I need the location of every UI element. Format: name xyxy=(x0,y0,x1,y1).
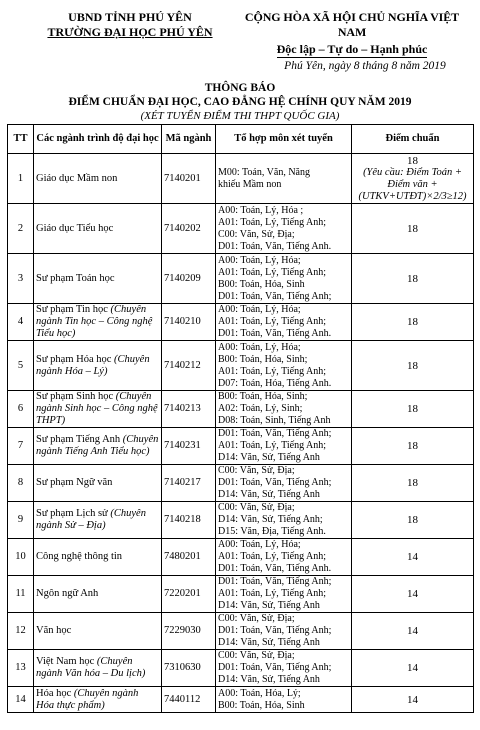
subject-combo-cell xyxy=(216,341,352,391)
major-name-cell xyxy=(34,341,162,391)
table-row xyxy=(8,428,474,465)
score-cell xyxy=(352,204,474,254)
subject-combo: A01: Toán, Lý, Tiếng Anh; xyxy=(218,588,327,599)
score-cell xyxy=(352,687,474,713)
table-row xyxy=(8,539,474,576)
cutoff-score: 18 xyxy=(407,154,418,167)
score-cell xyxy=(352,465,474,502)
score-cell xyxy=(352,391,474,428)
major-name-cell xyxy=(34,304,162,341)
nation-block xyxy=(232,10,472,58)
subject-combo: A00: Toán, Lý, Hóa; xyxy=(218,539,301,550)
major-specialization: (Chuyên ngành Hóa – Lý) xyxy=(36,353,150,377)
table-row xyxy=(8,391,474,428)
subject-combo: D15: Văn, Địa, Tiếng Anh. xyxy=(218,526,326,537)
major-name: Sư phạm Ngữ văn xyxy=(36,477,113,488)
table-row xyxy=(8,154,474,204)
subject-combo: C00: Văn, Sử, Địa; xyxy=(218,465,295,476)
notice-title: THÔNG BÁO xyxy=(204,82,276,94)
major-code: 7140210 xyxy=(162,304,216,341)
score-cell xyxy=(352,428,474,465)
subject-combo: A00: Toán, Hóa, Lý; xyxy=(218,687,301,699)
subject-combo: D14: Văn, Sử, Tiếng Anh xyxy=(218,637,320,648)
score-cell xyxy=(352,341,474,391)
major-name-cell xyxy=(34,650,162,687)
subject-combo: A00: Toán, Lý, Hóa; xyxy=(218,304,301,315)
score-cell xyxy=(352,650,474,687)
cutoff-score: 14 xyxy=(407,662,418,674)
row-number: 7 xyxy=(8,428,34,465)
notice-scope: (XÉT TUYỂN ĐIỂM THI THPT QUỐC GIA) xyxy=(140,110,340,122)
subject-combo: B00: Toán, Hóa, Sinh; xyxy=(218,353,308,365)
notice-subject: ĐIỂM CHUẨN ĐẠI HỌC, CAO ĐẲNG HỆ CHÍNH QUY NĂM 2019 xyxy=(68,96,412,108)
major-name: Hóa học xyxy=(36,687,72,699)
subject-combo-cell xyxy=(216,254,352,304)
header-major-name: Các ngành trình độ đại học xyxy=(34,125,162,154)
subject-combo: D01: Toán, Văn, Tiếng Anh. xyxy=(218,563,332,574)
school-name: TRƯỜNG ĐẠI HỌC PHÚ YÊN xyxy=(47,25,213,39)
subject-combo: D01: Toán, Văn, Tiếng Anh; xyxy=(218,576,332,587)
major-name: Giáo dục Tiểu học xyxy=(36,222,114,234)
major-specialization: (Chuyên ngành Văn hóa – Du lịch) xyxy=(36,656,146,679)
major-name-cell xyxy=(34,254,162,304)
admission-score-table xyxy=(7,124,474,713)
subject-combo: M00: Toán, Văn, Năng xyxy=(218,166,310,178)
cutoff-score: 14 xyxy=(407,625,418,637)
major-name: Sư phạm Sinh học xyxy=(36,391,114,402)
subject-combo-cell xyxy=(216,304,352,341)
major-code: 7140231 xyxy=(162,428,216,465)
subject-combo-cell xyxy=(216,576,352,613)
major-code: 7440112 xyxy=(162,687,216,713)
major-name: Việt Nam học xyxy=(36,656,95,667)
cutoff-score: 18 xyxy=(407,316,418,328)
major-name: Văn học xyxy=(36,625,72,636)
major-code: 7140218 xyxy=(162,502,216,539)
major-name-cell xyxy=(34,465,162,502)
cutoff-score: 14 xyxy=(407,693,418,706)
subject-combo: C00: Văn, Sử, Địa; xyxy=(218,650,295,661)
row-number: 6 xyxy=(8,391,34,428)
subject-combo: A01: Toán, Lý, Tiếng Anh; xyxy=(218,316,327,327)
cutoff-score: 18 xyxy=(407,403,418,415)
subject-combo-cell xyxy=(216,428,352,465)
subject-combo: D14: Văn, Sử, Tiếng Anh xyxy=(218,489,320,500)
subject-combo: A01: Toán, Lý, Tiếng Anh; xyxy=(218,440,327,451)
subject-combo-cell xyxy=(216,154,352,204)
table-row xyxy=(8,341,474,391)
header-major-code: Mã ngành xyxy=(162,125,216,154)
major-code: 7480201 xyxy=(162,539,216,576)
national-motto: Độc lập – Tự do – Hạnh phúc xyxy=(276,42,428,56)
subject-combo: D01: Toán, Văn, Tiếng Anh; xyxy=(218,428,332,439)
score-cell xyxy=(352,254,474,304)
table-row xyxy=(8,687,474,713)
subject-combo: A00: Toán, Lý, Hóa ; xyxy=(218,204,304,216)
row-number: 1 xyxy=(8,154,34,204)
table-body xyxy=(8,154,474,713)
major-name-cell xyxy=(34,204,162,254)
cutoff-score: 14 xyxy=(407,588,418,600)
major-specialization: (Chuyên ngành Tin học – Công nghệ Tiểu học) xyxy=(36,304,153,339)
major-specialization: (Chuyên ngành Hóa thực phẩm) xyxy=(36,687,139,711)
subject-combo: B00: Toán, Hóa, Sinh xyxy=(218,278,305,290)
cutoff-score: 18 xyxy=(407,272,418,285)
subject-combo: D01: Toán, Văn, Tiếng Anh; xyxy=(218,625,332,636)
subject-combo: B00: Toán, Hóa, Sinh xyxy=(218,699,305,711)
subject-combo: D08: Toán, Sinh, Tiếng Anh xyxy=(218,415,331,426)
major-name-cell xyxy=(34,613,162,650)
major-name-cell xyxy=(34,576,162,613)
major-specialization: (Chuyên ngành Sử – Địa) xyxy=(36,508,146,531)
subject-combo: C00: Văn, Sử, Địa; xyxy=(218,502,295,513)
cutoff-score: 18 xyxy=(407,359,418,372)
row-number: 3 xyxy=(8,254,34,304)
subject-combo: D01: Toán, Văn, Tiếng Anh; xyxy=(218,662,332,673)
major-code: 7140212 xyxy=(162,341,216,391)
row-number: 12 xyxy=(8,613,34,650)
subject-combo: D14: Văn, Sử, Tiếng Anh xyxy=(218,600,320,611)
subject-combo-cell xyxy=(216,613,352,650)
subject-combo: B00: Toán, Hóa, Sinh; xyxy=(218,391,308,402)
major-name-cell xyxy=(34,502,162,539)
subject-combo: A00: Toán, Lý, Hóa; xyxy=(218,254,301,266)
row-number: 9 xyxy=(8,502,34,539)
subject-combo-cell xyxy=(216,502,352,539)
row-number: 8 xyxy=(8,465,34,502)
subject-combo: A02: Toán, Lý, Sinh; xyxy=(218,403,303,414)
major-name: Ngôn ngữ Anh xyxy=(36,588,99,599)
table-row xyxy=(8,576,474,613)
score-requirement-note: (Yêu cầu: Điểm Toán + Điểm văn + (UTKV+UTĐT)×2/3≥12) xyxy=(358,166,467,202)
subject-combo: A00: Toán, Lý, Hóa; xyxy=(218,341,301,353)
table-row xyxy=(8,204,474,254)
cutoff-score: 18 xyxy=(407,477,418,489)
subject-combo: D14: Văn, Sử, Tiếng Anh xyxy=(218,452,320,463)
row-number: 4 xyxy=(8,304,34,341)
score-cell xyxy=(352,502,474,539)
table-row xyxy=(8,502,474,539)
major-name-cell xyxy=(34,428,162,465)
issue-date: Phú Yên, ngày 8 tháng 8 năm 2019 xyxy=(284,60,446,72)
table-row xyxy=(8,465,474,502)
cutoff-score: 14 xyxy=(407,551,418,563)
subject-combo: D14: Văn, Sử, Tiếng Anh; xyxy=(218,514,323,525)
header-score: Điểm chuẩn xyxy=(352,125,474,154)
cutoff-score: 18 xyxy=(407,514,418,526)
subject-combo-cell xyxy=(216,391,352,428)
major-name-cell xyxy=(34,687,162,713)
subject-combo-cell xyxy=(216,650,352,687)
major-name: Sư phạm Lịch sử xyxy=(36,508,108,519)
score-cell xyxy=(352,613,474,650)
major-code: 7220201 xyxy=(162,576,216,613)
subject-combo: D14: Văn, Sử, Tiếng Anh xyxy=(218,674,320,685)
header-subject-combo: Tổ hợp môn xét tuyển xyxy=(216,125,352,154)
row-number: 2 xyxy=(8,204,34,254)
row-number: 10 xyxy=(8,539,34,576)
subject-combo-cell xyxy=(216,687,352,713)
major-specialization: (Chuyên ngành Sinh học – Công nghệ THPT) xyxy=(36,391,158,426)
subject-combo: A01: Toán, Lý, Tiếng Anh; xyxy=(218,266,327,278)
subject-combo: C00: Văn, Sử, Địa; xyxy=(218,613,295,624)
major-code: 7229030 xyxy=(162,613,216,650)
subject-combo: A01: Toán, Lý, Tiếng Anh; xyxy=(218,365,327,377)
major-code: 7140202 xyxy=(162,204,216,254)
subject-combo-cell xyxy=(216,204,352,254)
subject-combo: A01: Toán, Lý, Tiếng Anh; xyxy=(218,216,327,228)
table-row xyxy=(8,254,474,304)
major-code: 7140201 xyxy=(162,154,216,204)
subject-combo: D07: Toán, Hóa, Tiếng Anh. xyxy=(218,377,332,389)
score-cell xyxy=(352,154,474,204)
cutoff-score: 18 xyxy=(407,222,418,235)
score-cell xyxy=(352,304,474,341)
major-name: Giáo dục Mầm non xyxy=(36,172,118,184)
major-name: Sư phạm Hóa học xyxy=(36,353,112,365)
subject-combo: D01: Toán, Văn, Tiếng Anh; xyxy=(218,477,332,488)
major-name: Công nghệ thông tin xyxy=(36,551,123,562)
row-number: 5 xyxy=(8,341,34,391)
major-name-cell xyxy=(34,391,162,428)
major-code: 7140209 xyxy=(162,254,216,304)
table-row xyxy=(8,650,474,687)
major-code: 7140217 xyxy=(162,465,216,502)
subject-combo: A01: Toán, Lý, Tiếng Anh; xyxy=(218,551,327,562)
major-name-cell xyxy=(34,154,162,204)
subject-combo-cell xyxy=(216,465,352,502)
score-cell xyxy=(352,539,474,576)
major-name: Sư phạm Tin học xyxy=(36,304,108,315)
subject-combo: C00: Văn, Sử, Địa; xyxy=(218,228,295,240)
score-cell xyxy=(352,576,474,613)
major-name: Sư phạm Toán học xyxy=(36,272,115,284)
major-code: 7140213 xyxy=(162,391,216,428)
subject-combo: D01: Toán, Văn, Tiếng Anh. xyxy=(218,328,332,339)
table-header-row xyxy=(8,125,474,154)
subject-combo: D01: Toán, Văn, Tiếng Anh. xyxy=(218,240,332,252)
cutoff-score: 18 xyxy=(407,440,418,452)
major-code: 7310630 xyxy=(162,650,216,687)
subject-combo: khiếu Mầm non xyxy=(218,178,282,190)
table-row xyxy=(8,304,474,341)
row-number: 13 xyxy=(8,650,34,687)
major-name: Sư phạm Tiếng Anh xyxy=(36,434,121,445)
row-number: 11 xyxy=(8,576,34,613)
major-name-cell xyxy=(34,539,162,576)
subject-combo: D01: Toán, Văn, Tiếng Anh; xyxy=(218,290,332,302)
nation-title: CỘNG HÒA XÃ HỘI CHỦ NGHĨA VIỆT NAM xyxy=(244,10,460,39)
major-specialization: (Chuyên ngành Tiếng Anh Tiểu học) xyxy=(36,434,159,457)
header-stt: TT xyxy=(8,125,34,154)
row-number: 14 xyxy=(8,687,34,713)
table-row xyxy=(8,613,474,650)
subject-combo-cell xyxy=(216,539,352,576)
issuer-block xyxy=(40,10,220,40)
agency-name: UBND TỈNH PHÚ YÊN xyxy=(68,10,192,24)
